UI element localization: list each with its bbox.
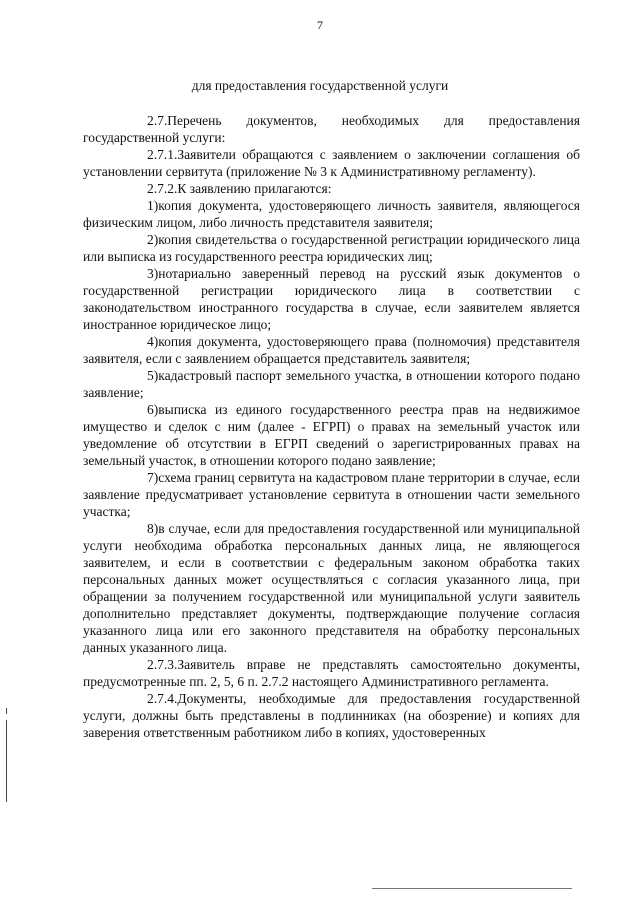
- page-number: 7: [317, 18, 323, 32]
- list-item-text: нотариально заверенный перевод на русский язык документов о государственной регистрации юридического лица в соответствии с законодательством иностранного государства в случае, если заявителем является иностранное юридическое лицо;: [83, 266, 580, 332]
- paragraph-number: 2.7.: [147, 113, 168, 128]
- paragraph-text: Документы, необходимые для предоставления государственной услуги, должны быть представлены в подлинниках (на обозрение) и копиях для заверения ответственным работником либо в копиях, удостоверенных: [83, 691, 580, 740]
- paragraph-text: Заявители обращаются с заявлением о заключении соглашения об установлении сервитута (приложение № 3 к Административному регламенту).: [83, 147, 580, 179]
- list-item-2: [83, 231, 580, 265]
- list-item-number: 2): [147, 232, 159, 247]
- list-item-text: в случае, если для предоставления государственной или муниципальной услуги необходима обработка персональных данных лица, не являющегося заявителем, и если в соответствии с федеральным законом обработка таких персональных данных может осуществляться с согласия указанного лица, при обращении за получением государственной или муниципальной услуги заявитель дополнительно представляет документы, подтверждающие получение согласия указанного лица или его законного представителя на обработку персональных данных указанного лица.: [83, 521, 580, 655]
- list-item-number: 3): [147, 266, 159, 281]
- list-item-text: выписка из единого государственного реестра прав на недвижимое имущество и сделок с ним (далее - ЕГРП) о правах на земельный участок или уведомление об отсутствии в ЕГРП сведений о зарегистрированных правах на земельный участок, в отношении которого подано заявление;: [83, 402, 580, 468]
- paragraph-2-7-3: [83, 656, 580, 690]
- list-item-3: [83, 265, 580, 333]
- bottom-rule: [372, 888, 572, 889]
- paragraph-text: К заявлению прилагаются:: [177, 181, 332, 196]
- list-item-text: копия документа, удостоверяющего права (полномочия) представителя заявителя, если с заявлением обращается представитель заявителя;: [83, 334, 580, 366]
- paragraph-number: 2.7.2.: [147, 181, 178, 196]
- list-item-7: [83, 469, 580, 520]
- list-item-5: [83, 367, 580, 401]
- margin-mark: [6, 708, 7, 714]
- paragraph-number: 2.7.3.: [147, 657, 178, 672]
- list-item-text: кадастровый паспорт земельного участка, в отношении которого подано заявление;: [83, 368, 580, 400]
- list-item-1: [83, 197, 580, 231]
- margin-bar: [6, 720, 7, 802]
- paragraph-2-7-1: [83, 146, 580, 180]
- list-item-number: 6): [147, 402, 159, 417]
- list-item-8: [83, 520, 580, 656]
- paragraph-text: Перечень документов, необходимых для предоставления государственной услуги:: [83, 113, 580, 145]
- list-item-number: 7): [147, 470, 159, 485]
- list-item-number: 4): [147, 334, 159, 349]
- paragraph-text: Заявитель вправе не представлять самостоятельно документы, предусмотренные пп. 2, 5, 6 п. 2.7.2 настоящего Административного регламента.: [83, 657, 580, 689]
- list-item-number: 1): [147, 198, 159, 213]
- list-item-number: 5): [147, 368, 159, 383]
- paragraph-2-7: [83, 112, 580, 146]
- list-item-number: 8): [147, 521, 159, 536]
- list-item-text: копия документа, удостоверяющего личность заявителя, являющегося физическим лицом, либо личность представителя заявителя;: [83, 198, 580, 230]
- list-item-text: копия свидетельства о государственной регистрации юридического лица или выписка из государственного реестра юридических лиц;: [83, 232, 580, 264]
- paragraph-2-7-2: [83, 180, 580, 197]
- paragraph-number: 2.7.1.: [147, 147, 178, 162]
- paragraph-2-7-4: [83, 690, 580, 741]
- list-item-4: [83, 333, 580, 367]
- document-body: [83, 112, 580, 741]
- section-header: для предоставления государственной услуги: [191, 78, 449, 93]
- list-item-6: [83, 401, 580, 469]
- paragraph-number: 2.7.4.: [147, 691, 178, 706]
- list-item-text: схема границ сервитута на кадастровом плане территории в случае, если заявление предусматривает установление сервитута в отношении части земельного участка;: [83, 470, 580, 519]
